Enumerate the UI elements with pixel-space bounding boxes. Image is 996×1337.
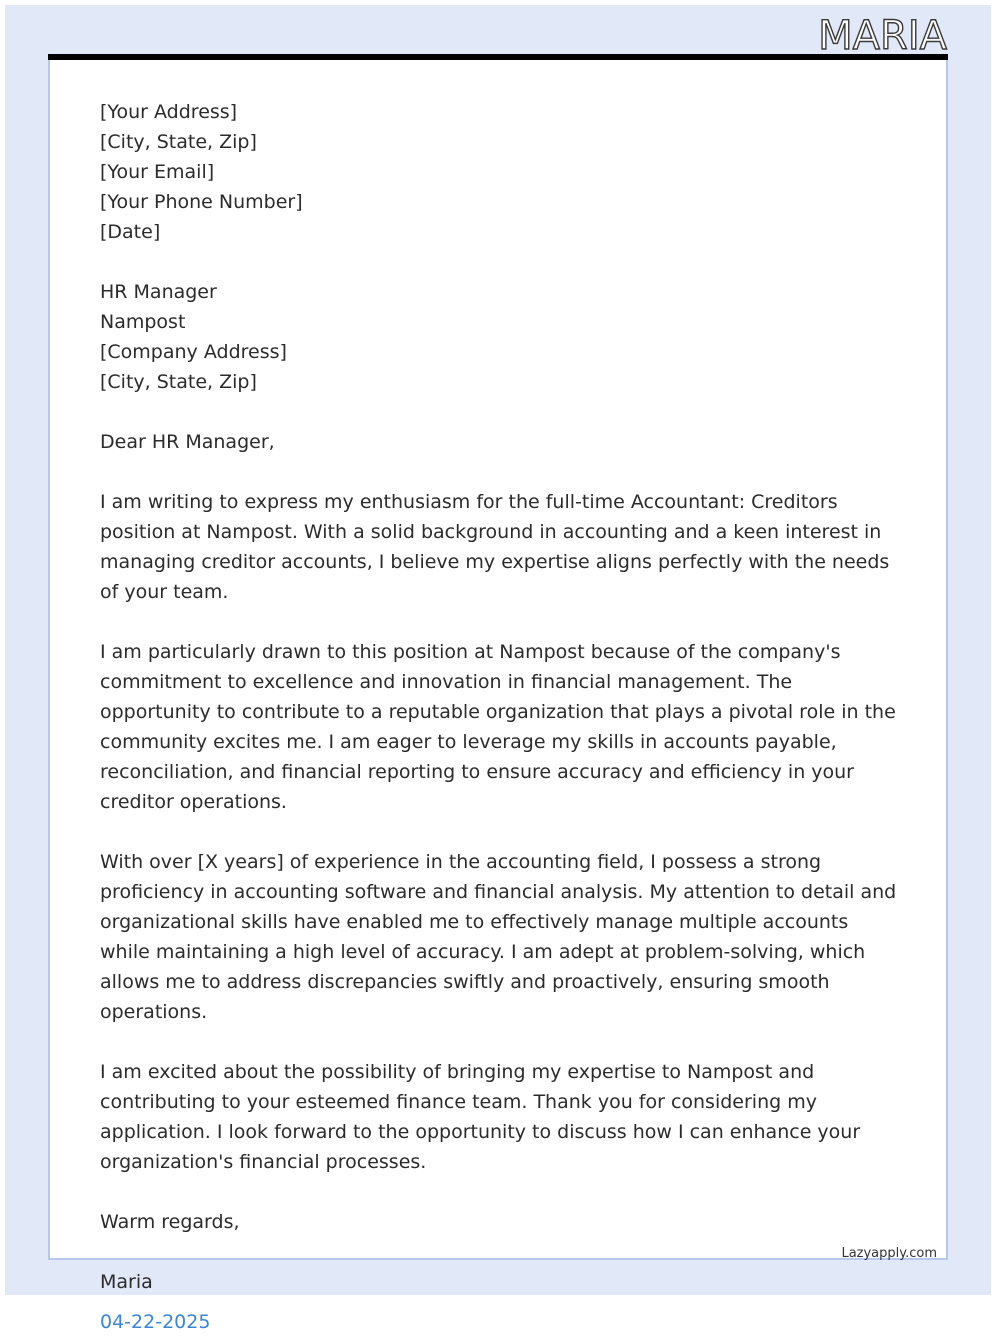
sender-address: [Your Address]	[100, 101, 238, 123]
recipient-company: Nampost	[100, 311, 186, 333]
salutation: Dear HR Manager,	[100, 431, 275, 453]
sender-email: [Your Email]	[100, 161, 215, 183]
signed-date: 04-22-2025	[100, 1311, 211, 1333]
body-paragraph-3: With over [X years] of experience in the accounting field, I possess a strong proficiency in accounting software and financial analysis. My attention to detail and organizational skills have enabled me to effectively manage multiple accounts while maintaining a high level of accuracy. I am adept at problem-solving, which allows me to address discrepancies swiftly and proactively, ensuring smooth operations.	[100, 851, 897, 1023]
sender-phone: [Your Phone Number]	[100, 191, 303, 213]
sender-date: [Date]	[100, 221, 161, 243]
sender-city-state-zip: [City, State, Zip]	[100, 131, 257, 153]
recipient-address: [Company Address]	[100, 341, 287, 363]
header-name-logo: MARIA	[818, 13, 947, 59]
body-paragraph-1: I am writing to express my enthusiasm for the full-time Accountant: Creditors position at Nampost. With a solid background in accounting and a keen interest in managing creditor accounts, I believe my expertise aligns perfectly with the needs of your team.	[100, 491, 890, 603]
recipient-title: HR Manager	[100, 281, 217, 303]
closing: Warm regards,	[100, 1211, 240, 1233]
cover-letter-body	[100, 97, 900, 1337]
signature: Maria	[100, 1271, 153, 1293]
header-rule	[48, 54, 948, 60]
footer-brand: Lazyapply.com	[841, 1246, 937, 1261]
body-paragraph-2: I am particularly drawn to this position at Nampost because of the company's commitment to excellence and innovation in financial management. The opportunity to contribute to a reputable organization that plays a pivotal role in the community excites me. I am eager to leverage my skills in accounts payable, reconciliation, and financial reporting to ensure accuracy and efficiency in your creditor operations.	[100, 641, 896, 813]
body-paragraph-4: I am excited about the possibility of bringing my expertise to Nampost and contributing to your esteemed finance team. Thank you for considering my application. I look forward to the opportunity to discuss how I can enhance your organization's financial processes.	[100, 1061, 861, 1173]
recipient-city-state-zip: [City, State, Zip]	[100, 371, 257, 393]
